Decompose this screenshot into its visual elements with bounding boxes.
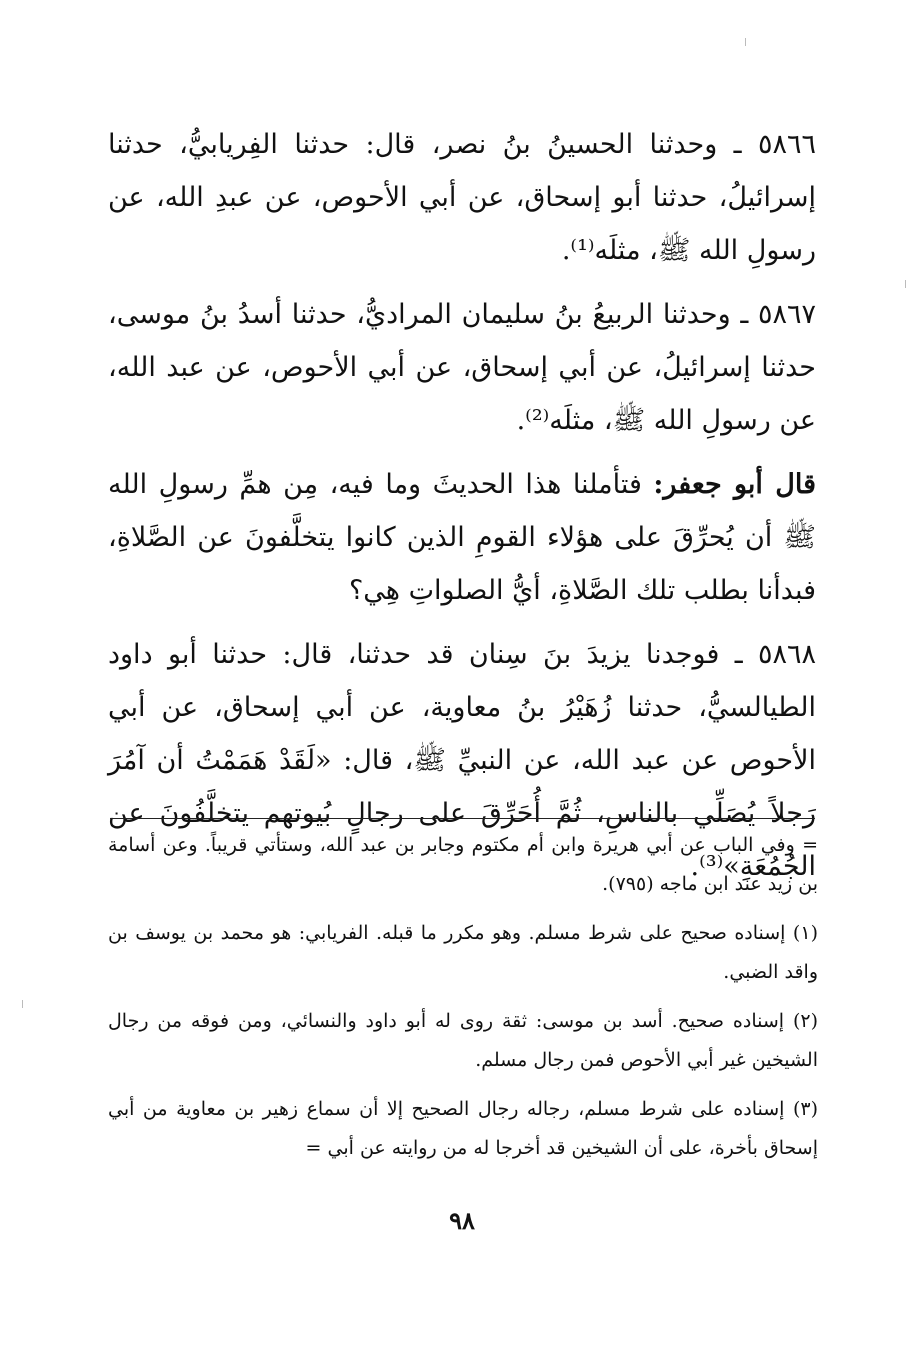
scan-mark <box>905 280 906 288</box>
abu-jafar-body: فتأملنا هذا الحديثَ وما فيه، مِن همِّ رسولِ الله ﷺ أن يُحرِّقَ على هؤلاء القومِ الذين كانوا يتخلَّفونَ عن الصَّلاةِ، فبدأنا بطلب تلك الصَّلاةِ، أيُّ الصلواتِ هِي؟ <box>108 469 816 606</box>
footnotes <box>108 826 818 1178</box>
hadith-5867: ٥٨٦٧ ـ وحدثنا الربيعُ بنُ سليمان المراديُّ، حدثنا أسدُ بنُ موسى، حدثنا إسرائيلُ، عن أبي إسحاق، عن أبي الأحوص، عن عبد الله، عن رسولِ الله ﷺ، مثلَه⁽²⁾. <box>108 299 816 436</box>
hadith-5868: ٥٨٦٨ ـ فوجدنا يزيدَ بنَ سِنان قد حدثنا، قال: حدثنا أبو داود الطيالسيُّ، حدثنا زُهَيْرُ بنُ معاوية، عن أبي إسحاق، عن أبي الأحوص عن عبد الله، عن النبيِّ ﷺ، قال: «لَقَدْ هَمَمْتُ أن آمُرَ رَجلاً يُصَلِّي بالناسِ، ثُمَّ أُحَرِّقَ على رجالٍ بُيوتهم يتخلَّفُونَ عن الجُمُعَةِ»⁽³⁾. <box>108 639 816 882</box>
footnote-3-text: (٣) إسناده على شرط مسلم، رجاله رجال الصحيح إلا أن سماع زهير بن معاوية من أبي إسحاق بأخرة، على أن الشيخين قد أخرجا له من روايته عن أبي <box>108 1098 818 1159</box>
hadith-5866: ٥٨٦٦ ـ وحدثنا الحسينُ بنُ نصر، قال: حدثنا الفِريابيُّ، حدثنا إسرائيلُ، حدثنا أبو إسحاق، عن أبي الأحوص، عن عبدِ الله، عن رسولِ الله ﷺ، مثلَه⁽¹⁾. <box>108 129 816 266</box>
main-text <box>108 118 816 893</box>
footnote-separator <box>110 818 815 819</box>
scan-mark <box>745 38 746 46</box>
abu-jafar-lead: قال أبو جعفر: <box>653 469 816 500</box>
scan-mark <box>22 1000 23 1008</box>
footnote-2: (٢) إسناده صحيح. أسد بن موسى: ثقة روى له أبو داود والنسائي، ومن فوقه من رجال الشيخين غير أبي الأحوص فمن رجال مسلم. <box>108 1010 818 1071</box>
continues-marker: = <box>305 1137 322 1159</box>
abu-jafar-commentary <box>108 458 816 617</box>
footnote-continuation: = وفي الباب عن أبي هريرة وابن أم مكتوم وجابر بن عبد الله، وستأتي قريباً. وعن أسامة بن زيد عند ابن ماجه (٧٩٥). <box>108 834 818 895</box>
page-number: ٩٨ <box>449 1206 475 1235</box>
footnote-3 <box>108 1090 818 1168</box>
footnote-1: (١) إسناده صحيح على شرط مسلم. وهو مكرر ما قبله. الفريابي: هو محمد بن يوسف بن واقد الضبي. <box>108 922 818 983</box>
